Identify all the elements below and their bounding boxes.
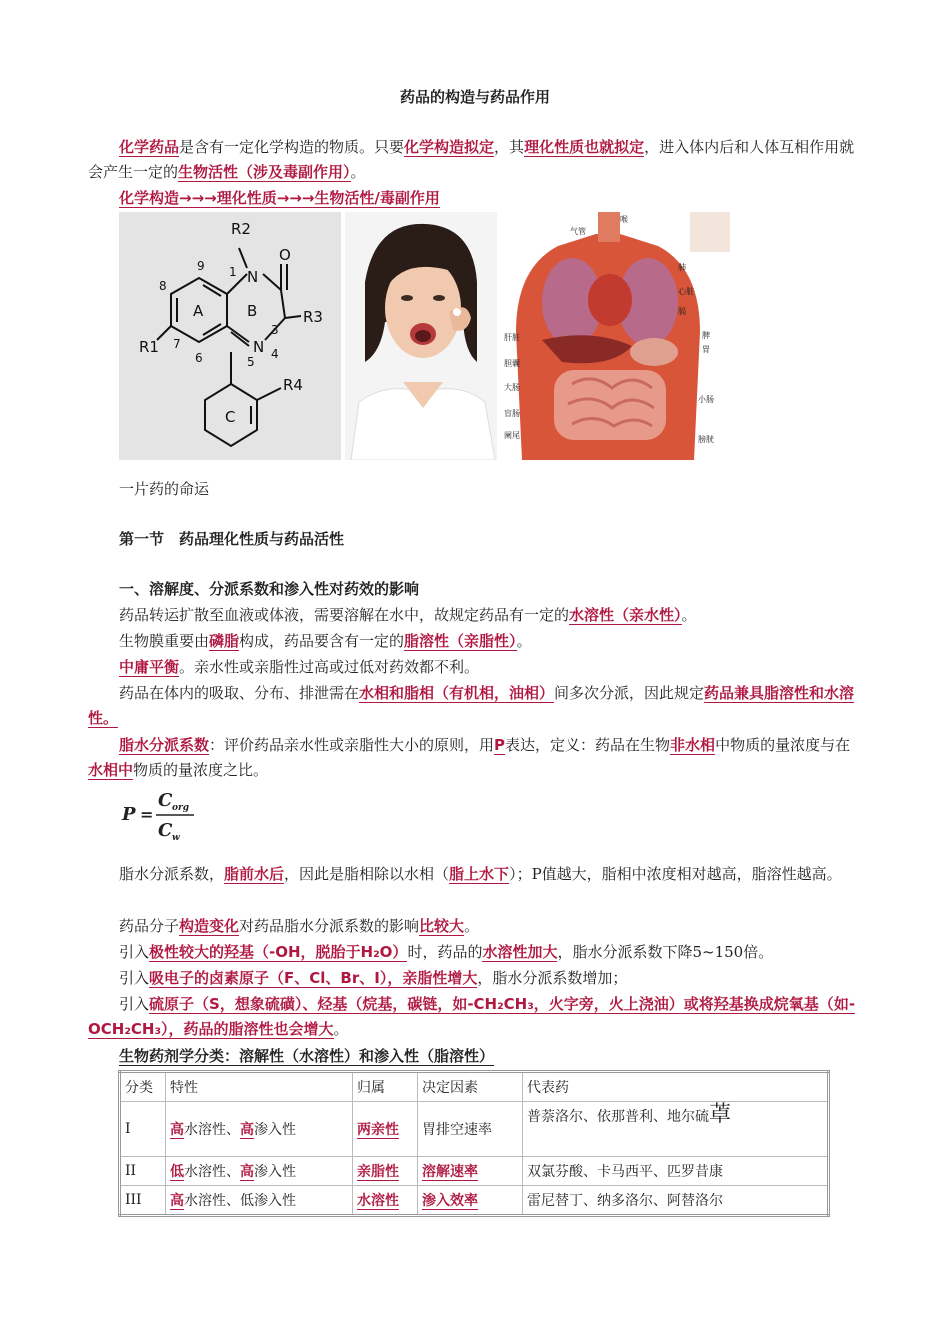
paragraph-9: 引入吸电子的卤素原子（F、Cl、Br、I），亲脂性增大，脂水分派系数增加；	[119, 969, 628, 987]
svg-text:盲肠: 盲肠	[504, 409, 520, 418]
svg-text:R2: R2	[231, 220, 251, 238]
svg-text:小肠: 小肠	[698, 395, 714, 404]
svg-text:阑尾: 阑尾	[504, 431, 520, 440]
paragraph-6: 脂水分派系数，脂前水后，因此是脂相除以水相（脂上水下）；P值越大，脂相中浓度相对越高，脂溶性越高。	[119, 865, 842, 883]
svg-text:6: 6	[195, 351, 203, 365]
svg-text:1: 1	[229, 265, 237, 279]
paragraph-2: 生物膜重要由磷脂构成，药品要含有一定的脂溶性（亲脂性）。	[119, 632, 532, 650]
organ-diagram	[502, 212, 730, 460]
svg-text:C: C	[158, 790, 173, 811]
doc-title: 药品的构造与药品作用	[399, 88, 550, 106]
anatomy-image	[502, 212, 730, 460]
hl-chemical-drug: 化学药品	[119, 138, 180, 156]
benzodiazepine-structure	[119, 212, 341, 460]
table-row: III 高水溶性、低渗入性 水溶性 渗入效率 雷尼替丁、纳多洛尔、阿替洛尔	[120, 1186, 829, 1216]
svg-text:5: 5	[247, 355, 255, 369]
svg-text:N: N	[247, 268, 259, 286]
header-cell: 特性	[166, 1072, 353, 1102]
svg-text:大肠: 大肠	[504, 383, 520, 392]
section-heading: 第一节 药品理化性质与药品活性	[119, 530, 345, 548]
svg-text:膈: 膈	[678, 307, 686, 316]
svg-text:7: 7	[173, 337, 181, 351]
bcs-heading: 生物药剂学分类：溶解性（水溶性）和渗入性（脂溶性）	[119, 1047, 495, 1065]
svg-text:胃: 胃	[702, 345, 710, 354]
svg-text:N: N	[253, 338, 265, 356]
svg-text:=: =	[140, 805, 154, 824]
svg-text:肺: 肺	[678, 263, 686, 272]
header-cell: 归属	[353, 1072, 418, 1102]
paragraph-7: 药品分子构造变化对药品脂水分派系数的影响比较大。	[119, 917, 480, 935]
svg-text:气管: 气管	[570, 227, 586, 236]
intro-paragraph: 化学药品是含有一定化学构造的物质。只要化学构造拟定，其理化性质也就拟定，进入体内后和人体互相作用就会产生一定的生物活性（涉及毒副作用）。	[88, 138, 855, 181]
svg-text:脾: 脾	[702, 331, 710, 340]
svg-text:O: O	[279, 246, 291, 264]
svg-text:P: P	[122, 804, 136, 825]
svg-text:org: org	[172, 803, 190, 813]
figure-caption: 一片药的命运	[119, 480, 210, 498]
paragraph-8: 引入极性较大的羟基（-OH，脱胎于H₂O）时，药品的水溶性加大，脂水分派系数下降5~150倍。	[119, 943, 774, 961]
structure-image	[119, 212, 341, 460]
svg-text:A: A	[193, 302, 204, 320]
svg-text:肝脏: 肝脏	[504, 333, 520, 342]
paragraph-10: 引入硫原子（S，想象硫磺）、烃基（烷基，碳链，如-CH₂CH₃，火字旁，火上浇油）或将羟基换成烷氧基（如-OCH₂CH₃），药品的脂溶性也会增大。	[88, 995, 856, 1038]
woman-pill-image	[345, 212, 497, 460]
bcs-table	[118, 1070, 830, 1217]
svg-text:9: 9	[197, 259, 205, 273]
header-cell: 分类	[120, 1072, 166, 1102]
svg-text:4: 4	[271, 347, 279, 361]
header-cell: 决定因素	[418, 1072, 523, 1102]
svg-text:3: 3	[271, 323, 279, 337]
paragraph-5: 脂水分派系数：评价药品亲水性或亲脂性大小的原则，用P表达，定义：药品在生物非水相中物质的量浓度与在水相中物质的量浓度之比。	[88, 736, 851, 779]
chain-line: 化学构造→→→理化性质→→→生物活性/毒副作用	[119, 189, 440, 207]
svg-text:B: B	[247, 302, 258, 320]
subheading-1: 一、溶解度、分派系数和渗入性对药效的影响	[119, 580, 420, 598]
svg-text:R3: R3	[303, 308, 323, 326]
svg-text:R1: R1	[139, 338, 159, 356]
table-row: I 高水溶性、高渗入性 两亲性 胃排空速率 普萘洛尔、依那普利、地尔硫䓬	[120, 1102, 829, 1157]
table-header-row	[120, 1072, 829, 1102]
paragraph-1: 药品转运扩散至血液或体液，需要溶解在水中，故规定药品有一定的水溶性（亲水性）。	[119, 606, 697, 624]
svg-text:胆囊: 胆囊	[504, 359, 520, 368]
svg-text:心脏: 心脏	[678, 287, 694, 296]
header-cell: 代表药	[523, 1072, 829, 1102]
partition-formula	[120, 786, 210, 842]
svg-text:喉: 喉	[620, 215, 628, 224]
svg-text:R4: R4	[283, 376, 303, 394]
paragraph-3: 中庸平衡。亲水性或亲脂性过高或过低对药效都不利。	[119, 658, 480, 676]
svg-text:w: w	[172, 833, 180, 842]
svg-text:8: 8	[159, 279, 167, 293]
svg-text:C: C	[225, 408, 236, 426]
svg-text:C: C	[158, 820, 173, 841]
woman-photo	[345, 212, 497, 460]
paragraph-4: 药品在体内的吸取、分布、排泄需在水相和脂相（有机相，油相）间多次分派，因此规定药品兼具脂溶性和水溶性。	[88, 684, 855, 727]
table-row: II 低水溶性、高渗入性 亲脂性 溶解速率 双氯芬酸、卡马西平、匹罗昔康	[120, 1157, 829, 1186]
svg-text:膀胱: 膀胱	[698, 435, 714, 444]
